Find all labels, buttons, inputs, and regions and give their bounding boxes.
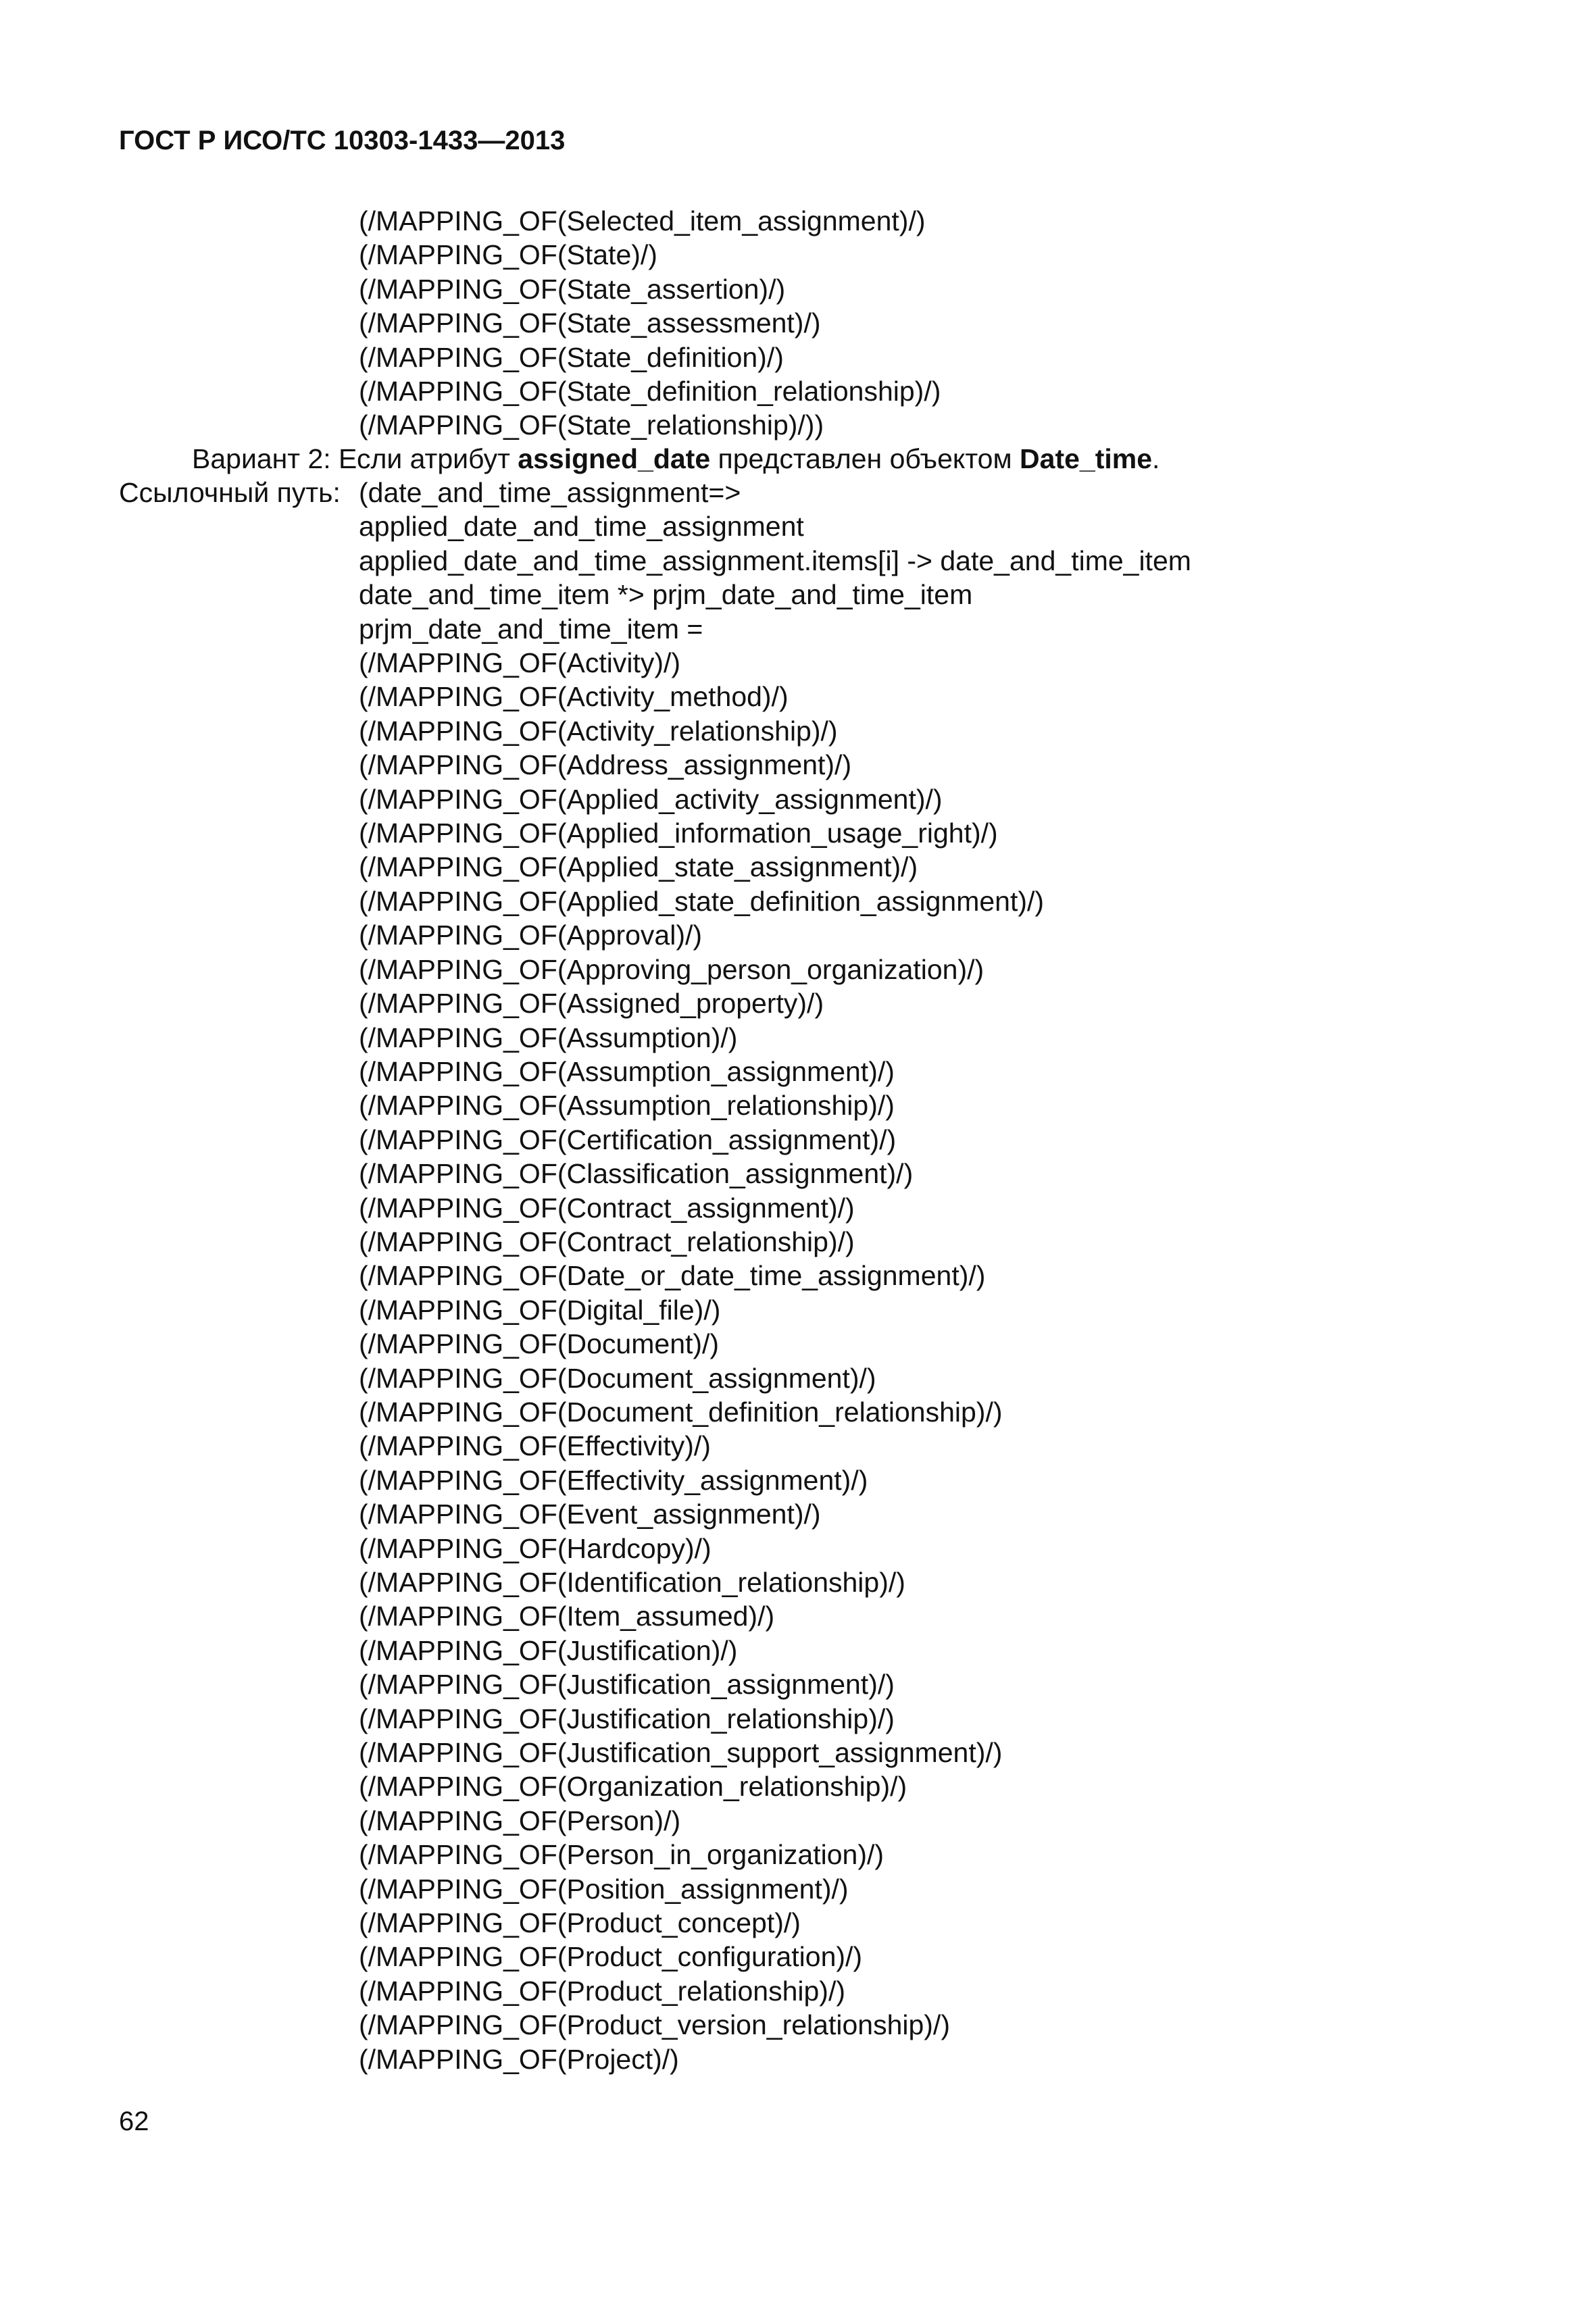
reference-path-line: (/MAPPING_OF(Approval)/): [359, 920, 703, 951]
reference-path-lines: [359, 476, 1191, 2076]
document-header: ГОСТ Р ИСО/ТС 10303-1433—2013: [119, 126, 566, 155]
mapping-line: (/MAPPING_OF(State_assertion)/): [359, 273, 786, 305]
reference-path-line: (date_and_time_assignment=>: [359, 477, 741, 508]
reference-path-line: (/MAPPING_OF(Assumption_assignment)/): [359, 1055, 895, 1087]
reference-path-line: (/MAPPING_OF(Applied_activity_assignment)/): [359, 783, 943, 815]
continued-mapping-list: [359, 204, 941, 443]
reference-path-line: (/MAPPING_OF(Event_assignment)/): [359, 1499, 821, 1530]
reference-path-line: (/MAPPING_OF(Certification_assignment)/): [359, 1124, 897, 1155]
reference-path-line: (/MAPPING_OF(Product_concept)/): [359, 1907, 801, 1939]
reference-path-line: (/MAPPING_OF(Activity)/): [359, 647, 681, 679]
reference-path-line: (/MAPPING_OF(Justification_relationship)/): [359, 1703, 895, 1734]
variant-object: Date_time: [1020, 443, 1153, 474]
reference-path-line: (/MAPPING_OF(Organization_relationship)/): [359, 1771, 907, 1803]
reference-path-line: (/MAPPING_OF(Position_assignment)/): [359, 1873, 849, 1905]
reference-path-line: (/MAPPING_OF(Assigned_property)/): [359, 988, 824, 1020]
reference-path-line: date_and_time_item *> prjm_date_and_time_item: [359, 579, 973, 611]
reference-path-line: (/MAPPING_OF(Effectivity_assignment)/): [359, 1464, 868, 1496]
reference-path-line: (/MAPPING_OF(Document_definition_relationship)/): [359, 1396, 1003, 1428]
reference-path-line: (/MAPPING_OF(Contract_relationship)/): [359, 1226, 855, 1257]
mapping-line: (/MAPPING_OF(State_assessment)/): [359, 307, 821, 339]
reference-path-line: (/MAPPING_OF(Effectivity)/): [359, 1430, 711, 1462]
reference-path-label: Ссылочный путь:: [119, 477, 341, 508]
reference-path-line: (/MAPPING_OF(Product_version_relationship)/): [359, 2009, 950, 2041]
reference-path-line: (/MAPPING_OF(Address_assignment)/): [359, 749, 852, 781]
mapping-line: (/MAPPING_OF(State_definition)/): [359, 341, 784, 373]
reference-path-line: (/MAPPING_OF(Justification_assignment)/): [359, 1669, 895, 1701]
reference-path-line: (/MAPPING_OF(Date_or_date_time_assignment)/): [359, 1260, 986, 1292]
page-number: 62: [119, 2107, 149, 2136]
reference-path-line: (/MAPPING_OF(Person)/): [359, 1805, 681, 1836]
variant-statement: [192, 442, 1159, 476]
variant-middle: представлен объектом: [710, 443, 1020, 474]
reference-path-line: (/MAPPING_OF(Product_relationship)/): [359, 1975, 846, 2007]
reference-path-line: (/MAPPING_OF(Digital_file)/): [359, 1294, 721, 1326]
reference-path-line: (/MAPPING_OF(Justification)/): [359, 1634, 738, 1666]
reference-path-line: (/MAPPING_OF(Activity_relationship)/): [359, 715, 838, 747]
reference-path-line: (/MAPPING_OF(Project)/): [359, 2043, 679, 2075]
variant-prefix: Вариант 2: Если атрибут: [192, 443, 518, 474]
reference-path-line: (/MAPPING_OF(Applied_information_usage_right)/): [359, 818, 998, 849]
reference-path-line: applied_date_and_time_assignment.items[i] -> date_and_time_item: [359, 545, 1191, 576]
reference-path-line: (/MAPPING_OF(Document)/): [359, 1328, 720, 1360]
reference-path-line: (/MAPPING_OF(Assumption_relationship)/): [359, 1090, 895, 1122]
mapping-line: (/MAPPING_OF(Selected_item_assignment)/): [359, 205, 926, 236]
reference-path-line: (/MAPPING_OF(Applied_state_assignment)/): [359, 851, 918, 883]
reference-path-line: (/MAPPING_OF(Document_assignment)/): [359, 1362, 876, 1394]
variant-suffix: .: [1152, 443, 1160, 474]
reference-path-line: (/MAPPING_OF(Approving_person_organization)/): [359, 953, 984, 985]
reference-path-line: applied_date_and_time_assignment: [359, 511, 804, 543]
reference-path-line: (/MAPPING_OF(Item_assumed)/): [359, 1601, 775, 1632]
mapping-line: (/MAPPING_OF(State)/): [359, 239, 657, 271]
reference-path-line: (/MAPPING_OF(Person_in_organization)/): [359, 1839, 884, 1871]
reference-path-line: (/MAPPING_OF(Classification_assignment)/): [359, 1158, 914, 1190]
reference-path-line: prjm_date_and_time_item =: [359, 613, 703, 645]
mapping-line: (/MAPPING_OF(State_relationship)/)): [359, 409, 824, 441]
reference-path-line: (/MAPPING_OF(Assumption)/): [359, 1022, 738, 1053]
variant-attribute: assigned_date: [518, 443, 711, 474]
reference-path-line: (/MAPPING_OF(Identification_relationship)/): [359, 1567, 905, 1598]
reference-path-line: (/MAPPING_OF(Hardcopy)/): [359, 1532, 712, 1564]
reference-path-line: (/MAPPING_OF(Contract_assignment)/): [359, 1192, 855, 1224]
reference-path-line: (/MAPPING_OF(Product_configuration)/): [359, 1941, 863, 1973]
mapping-line: (/MAPPING_OF(State_definition_relationship)/): [359, 376, 941, 407]
reference-path-line: (/MAPPING_OF(Activity_method)/): [359, 681, 789, 713]
reference-path-line: (/MAPPING_OF(Justification_support_assignment)/): [359, 1737, 1003, 1769]
reference-path-line: (/MAPPING_OF(Applied_state_definition_assignment)/): [359, 885, 1045, 917]
